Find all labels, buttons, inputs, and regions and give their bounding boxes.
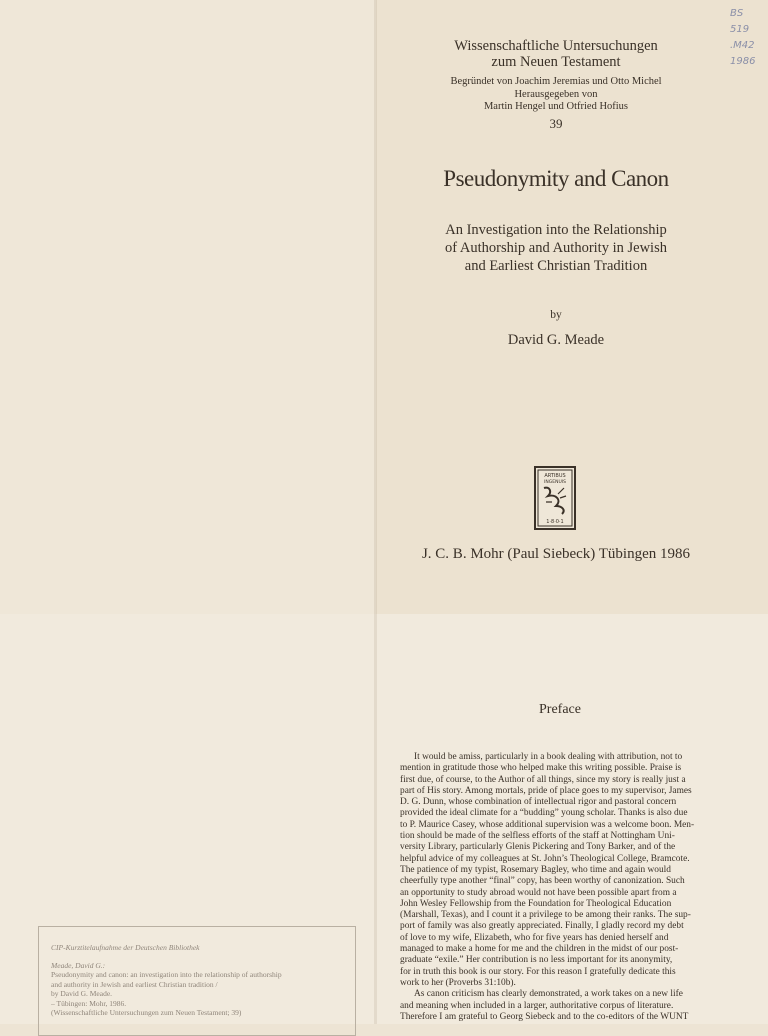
subtitle-line: and Earliest Christian Tradition (464, 258, 648, 274)
preface-line: tion should be made of the selfless efforts of the staff at Nottingham Uni- (400, 831, 675, 842)
edited-by-label: Herausgegeben von (514, 89, 598, 100)
volume-number: 39 (549, 116, 563, 131)
cip-heading: CIP-Kurztitelaufnahme der Deutschen Bibliothek (51, 943, 200, 952)
preface-heading: Preface (539, 702, 581, 717)
cip-line: and authority in Jewish and earliest Christian tradition / (51, 979, 218, 989)
founders-line: Begründet von Joachim Jeremias und Otto Michel (450, 76, 662, 87)
svg-text:1·8·0·1: 1·8·0·1 (546, 519, 564, 525)
preface-line: work to her (Proverbs 31:10b). (400, 977, 516, 988)
preface-line: graduate “exile.” Her contribution is no less important for its anonymity, (400, 955, 673, 966)
publisher-emblem (534, 466, 576, 530)
preface-line: part of His story. Among mortals, pride of place goes to my supervisor, James (400, 785, 692, 796)
cip-line: (Wissenschaftliche Untersuchungen zum Neuen Testament; 39) (51, 1008, 242, 1017)
preface-line: cheerfully type another “final” copy, has been worthy of canonization. Such (400, 876, 685, 887)
cip-line: Pseudonymity and canon: an investigation into the relationship of authorship (51, 970, 282, 979)
preface-line: helpful advice of my colleagues at St. John’s Theological College, Bramcote. (400, 853, 690, 864)
svg-text:ARTIBUS: ARTIBUS (544, 473, 566, 479)
preface-line: and meaning when included in a larger, authoritative corpus of literature. (400, 1000, 674, 1011)
author-name: David G. Meade (507, 332, 605, 348)
preface-body (400, 752, 724, 1023)
preface-line: (Marshall, Texas), and I count it a privilege to be among their ranks. The sup- (400, 910, 691, 921)
by-label: by (550, 309, 562, 321)
book-title: Pseudonymity and Canon (443, 166, 669, 191)
preface-line: versity Library, particularly Glenis Pickering and Tony Barker, and of the (400, 842, 676, 853)
preface-line: John Wesley Fellowship from the Foundation for Theological Education (400, 898, 672, 909)
preface-line: an opportunity to study abroad would not have been possible apart from a (400, 887, 677, 898)
editors-line: Martin Hengel und Otfried Hofius (483, 101, 629, 112)
preface-line: provided the ideal climate for a “budding” young scholar. Thanks is also due (400, 808, 688, 819)
publisher-line: J. C. B. Mohr (Paul Siebeck) Tübingen 1986 (421, 546, 691, 562)
cip-line: by David G. Meade. (51, 989, 113, 998)
preface-line: D. G. Dunn, whose combination of intellectual rigor and pastoral concern (400, 797, 677, 808)
preface-paragraph (400, 752, 724, 989)
series-title-line2: zum Neuen Testament (491, 54, 621, 70)
preface-line: The patience of my typist, Rosemary Bagley, who time and again would (400, 864, 671, 875)
preface-line: managed to make a home for me and the children in the midst of our post- (400, 944, 679, 955)
svg-text:INGENUIS: INGENUIS (544, 480, 566, 485)
preface-line: port of family was also greatly appreciated. Finally, I gladly record my debt (400, 921, 684, 932)
preface-line: for in truth this book is our story. For this reason I gratefully dedicate this (400, 966, 676, 977)
cip-line: – Tübingen: Mohr, 1986. (51, 998, 127, 1008)
series-title: Wissenschaftliche Untersuchungen (454, 38, 658, 54)
cip-record-box (38, 926, 356, 1036)
preface-line: first due, of course, to the Author of all things, since my story is really just a (400, 774, 686, 785)
call-number-line: .M42 (730, 40, 755, 51)
blank-left-page (0, 0, 376, 614)
cip-line: Meade, David G.: (51, 960, 106, 970)
call-number-line: 519 (730, 24, 750, 35)
subtitle-line: of Authorship and Authority in Jewish (445, 240, 667, 256)
call-number-line: BS (730, 8, 744, 19)
preface-line: mention in gratitude those who helped make this writing possible. Praise is (400, 763, 682, 774)
preface-line: of love to my wife, Elizabeth, who for five years has denied herself and (400, 932, 669, 943)
preface-line: Therefore I am grateful to Georg Siebeck and to the co-editors of the WUNT (400, 1011, 689, 1022)
preface-line: to P. Maurice Casey, whose additional supervision was a welcome boon. Men- (400, 819, 695, 830)
subtitle-line: An Investigation into the Relationship (445, 222, 667, 238)
preface-paragraph (400, 989, 724, 1023)
preface-line: As canon criticism has clearly demonstrated, a work takes on a new life (414, 989, 683, 1000)
call-number-line: 1986 (730, 56, 756, 67)
preface-line: It would be amiss, particularly in a book dealing with attribution, not to (414, 752, 683, 762)
